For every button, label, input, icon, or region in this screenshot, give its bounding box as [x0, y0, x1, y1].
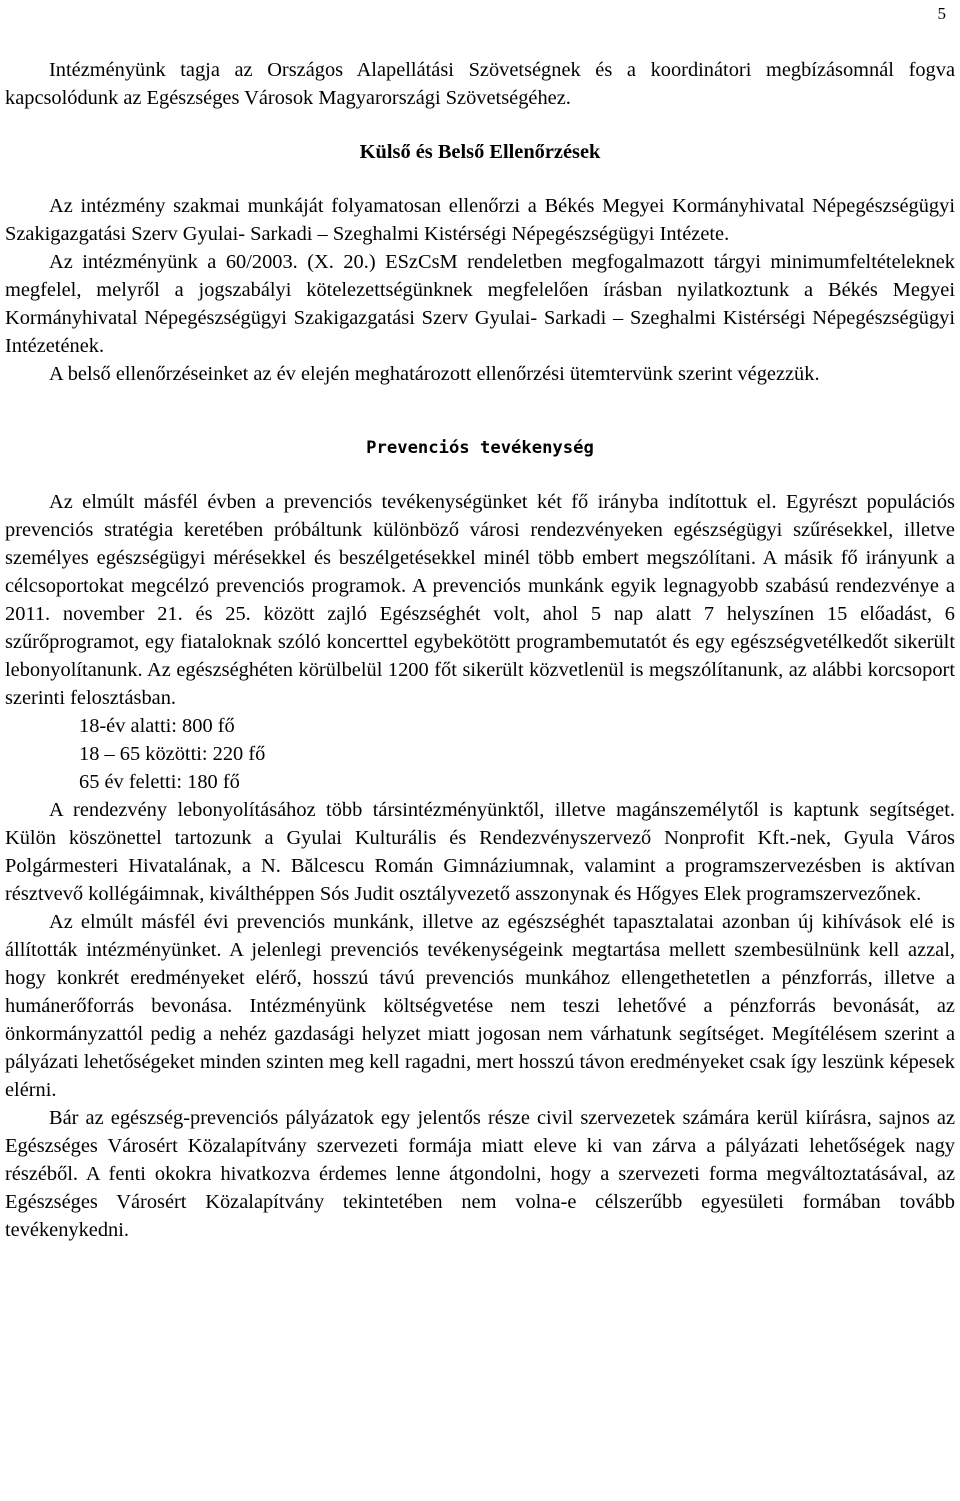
age-group-item: 65 év feletti: 180 fő: [79, 771, 240, 793]
age-group-item: 18-év alatti: 800 fő: [79, 715, 235, 737]
inspections-paragraph-2: Az intézményünk a 60/2003. (X. 20.) ESzCsM rendeletben megfogalmazott tárgyi minimumfeltételeknek megfelel, melyről a jogszabályi kötelezettségünknek megfelelően írásban nyilatkoztunk a Békés Megyei Kormányhivatal Népegészségügyi Szakigazgatási Szerv Gyulai- Sarkadi – Szeghalmi Kistérségi Népegészségügyi Intézetének.: [5, 251, 955, 357]
section-title-prevention: Prevenciós tevékenység: [366, 438, 594, 458]
prevention-paragraph-1: Az elmúlt másfél évben a prevenciós tevékenységünket két fő irányba indítottuk el. Egyrészt populációs prevenciós stratégia keretében próbáltunk különböző városi rendezvényeken egészségügyi szűrésekkel, illetve személyes egészségügyi mérésekkel és beszélgetésekkel minél több embert megszólítani. A másik fő irányunk a célcsoportokat megcélzó prevenciós programok. A prevenciós munkánk egyik legnagyobb szabású rendezvénye a 2011. november 21. és 25. között zajló Egészséghét volt, ahol 5 nap alatt 7 helyszínen 15 előadást, 6 szűrőprogramot, egy fiataloknak szóló koncerttel egybekötött programbemutatót és egy egészségvetélkedőt sikerült lebonyolítanunk. Az egészséghéten körülbelül 1200 főt sikerült közvetlenül is megszólítanunk, az alábbi korcsoport szerinti felosztásban.: [5, 491, 955, 709]
prevention-paragraph-2: A rendezvény lebonyolításához több társintézményünktől, illetve magánszemélytől is kaptunk segítséget. Külön köszönettel tartozunk a Gyulai Kulturális és Rendezvényszervező Nonprofit Kft.-nek, Gyula Város Polgármesteri Hivatalának, a N. Bălcescu Román Gimnáziumnak, valamint a programszervezésben is aktívan résztvevő kollégáimnak, kiválthéppen Sós Judit osztályvezető asszonynak és Hőgyes Elek programszervezőnek.: [5, 799, 955, 905]
intro-paragraph: Intézményünk tagja az Országos Alapellátási Szövetségnek és a koordinátori megbízásomnál fogva kapcsolódunk az Egészséges Városok Magyarországi Szövetségéhez.: [5, 59, 955, 109]
prevention-paragraph-3: Az elmúlt másfél évi prevenciós munkánk, illetve az egészséghét tapasztalatai azonban új kihívások elé is állították intézményünket. A jelenlegi prevenciós tevékenységeink megtartása mellett szembesülnünk kell azzal, hogy konkrét eredményeket elérő, hosszú távú prevenciós munkához ellengethetetlen a pénzforrás, illetve a humánerőforrás bevonása. Intézményünk költségvetése nem teszi lehetővé a pénzforrás bevonását, az önkormányzattól pedig a nehéz gazdasági helyzet miatt jogosan nem várhatunk segítséget. Megítélésem szerint a pályázati lehetőségeket minden szinten meg kell ragadni, mert hosszú távon eredményeket csak így leszünk képesek elérni.: [5, 911, 955, 1101]
inspections-paragraph-1: Az intézmény szakmai munkáját folyamatosan ellenőrzi a Békés Megyei Kormányhivatal Népegészségügyi Szakigazgatási Szerv Gyulai- Sarkadi – Szeghalmi Kistérségi Népegészségügyi Intézete.: [5, 195, 955, 245]
prevention-paragraph-4: Bár az egészség-prevenciós pályázatok egy jelentős része civil szervezetek számára kerül kiírásra, sajnos az Egészséges Városért Közalapítvány szervezeti formája miatt eleve ki van zárva a pályázati lehetőségek nagy részéből. A fenti okokra hivatkozva érdemes lenne átgondolni, hogy a szervezeti forma megváltoztatásával, az Egészséges Városért Közalapítvány tekintetében nem volna-e célszerűbb egyesületi formában tovább tevékenykedni.: [5, 1107, 955, 1241]
age-group-item: 18 – 65 közötti: 220 fő: [79, 743, 266, 765]
page-number: 5: [937, 4, 946, 23]
section-title-inspections: Külső és Belső Ellenőrzések: [359, 141, 601, 163]
inspections-paragraph-3: A belső ellenőrzéseinket az év elején meghatározott ellenőrzési ütemtervünk szerint végezzük.: [49, 363, 820, 385]
document-page: [5, 0, 955, 1244]
